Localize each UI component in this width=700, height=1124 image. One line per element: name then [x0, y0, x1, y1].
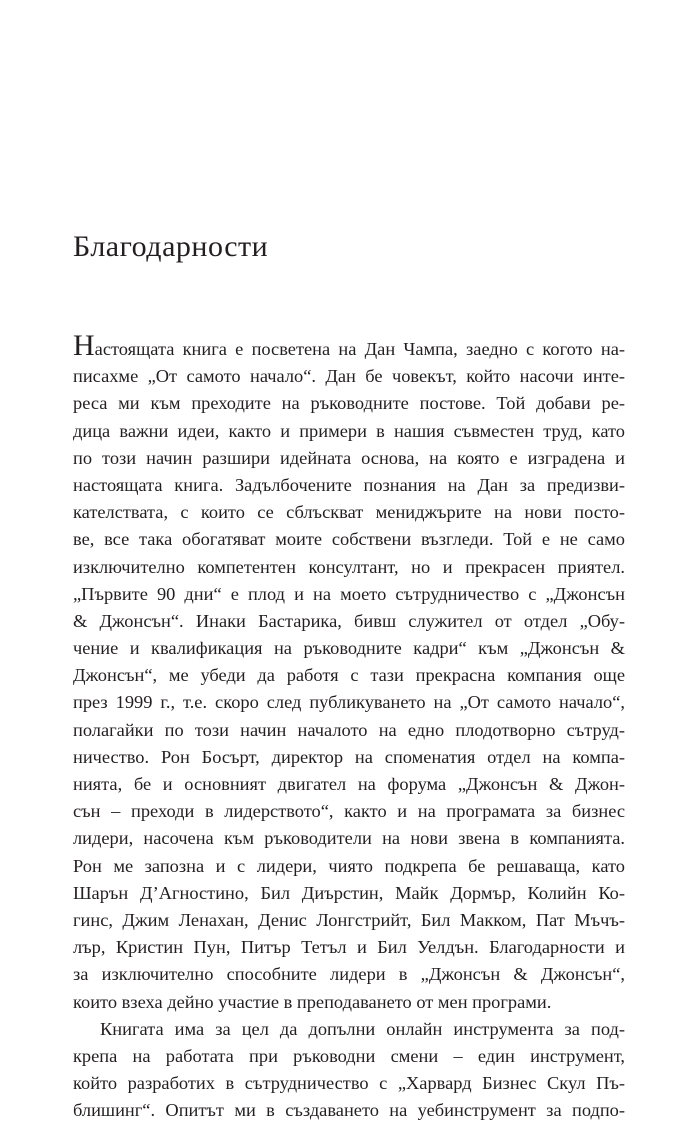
- text-line: изключително компетентен консултант, но и прекрасен приятел.: [73, 556, 625, 577]
- text-line: & Джонсън“. Инаки Бастарика, бивш служител от отдел „Обу-: [73, 610, 625, 631]
- text-line: Шарън Д’Агностино, Бил Диърстин, Майк Дормър, Колийн Ко-: [73, 882, 625, 903]
- text-line: ничество. Рон Босърт, директор на споменатия отдел на компа-: [73, 746, 625, 767]
- text-line: Джонсън“, ме убеди да работя с тази прекрасна компания още: [73, 665, 625, 686]
- text-line: „Първите 90 дни“ е плод и на моето сътрудничество с „Джонсън: [73, 583, 625, 604]
- text-line: ве, все така обогатяват моите собствени възгледи. Той е не само: [73, 529, 625, 550]
- drop-cap: Н: [73, 329, 95, 362]
- text-line: Книгата има за цел да допълни онлайн инструмента за под-: [100, 1018, 625, 1039]
- text-line: дица важни идеи, както и примери в нашия съвместен труд, като: [73, 420, 625, 441]
- text-line: през 1999 г., т.е. скоро след публикуването на „От самото начало“,: [73, 692, 625, 713]
- body-text: [73, 329, 625, 1124]
- text-line: лидери, насочена към ръководители на нови звена в компанията.: [73, 828, 625, 849]
- text-line: крепа на работата при ръководни смени – един инструмент,: [73, 1045, 625, 1066]
- text-line-content: астоящата книга е посветена на Дан Чампа, заедно с когото на-: [94, 339, 625, 359]
- text-line: настоящата книга. Задълбочените познания на Дан за предизви-: [73, 474, 625, 495]
- text-line: Рон ме запозна и с лидери, чиято подкрепа бе решаваща, като: [73, 855, 625, 876]
- text-line: по този начин разшири идейната основа, на която е изградена и: [73, 447, 625, 468]
- text-line: чение и квалификация на ръководните кадри“ към „Джонсън &: [73, 638, 625, 659]
- text-line: реса ми към преходите на ръководните постове. Той добави ре-: [73, 393, 625, 414]
- paragraph-1: [73, 329, 625, 1016]
- text-line: кателствата, с които се сблъскват мениджърите на нови посто-: [73, 502, 625, 523]
- text-line: за изключително способните лидери в „Джонсън & Джонсън“,: [73, 964, 625, 985]
- text-line: [73, 329, 625, 363]
- text-line: които взеха дейно участие в преподаването от мен програми.: [73, 991, 552, 1012]
- text-line: който разработих в сътрудничество с „Харвард Бизнес Скул Пъ-: [73, 1073, 625, 1094]
- text-line: сън – преходи в лидерството“, както и на програмата за бизнес: [73, 801, 625, 822]
- text-line: лър, Кристин Пун, Питър Тетъл и Бил Уелдън. Благодарности и: [73, 937, 625, 958]
- text-line: полагайки по този начин началото на едно плодотворно сътруд-: [73, 719, 625, 740]
- text-line: блишинг“. Опитът ми в създаването на уебинструмент за подпо-: [73, 1100, 625, 1121]
- text-line: гинс, Джим Ленахан, Денис Лонгстрийт, Бил Макком, Пат Мъчъ-: [73, 909, 625, 930]
- text-line: писахме „От самото начало“. Дан бе човекът, който насочи инте-: [73, 366, 625, 387]
- paragraph-2: [73, 1016, 625, 1124]
- text-line: нията, бе и основният двигател на форума „Джонсън & Джон-: [73, 774, 625, 794]
- page-heading: Благодарности: [73, 230, 269, 263]
